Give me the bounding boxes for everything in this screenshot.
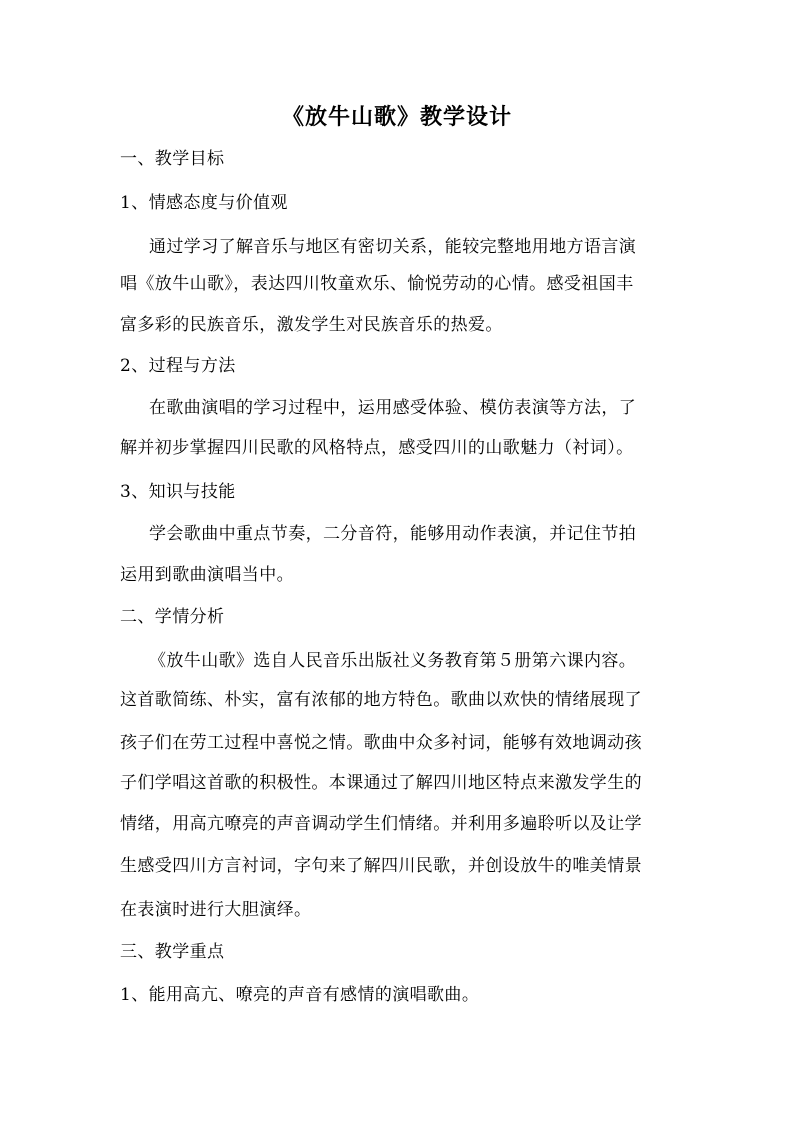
paragraph-line: 1、能用高亢、嘹亮的声音有感情的演唱歌曲。 <box>120 985 480 1005</box>
paragraph-line: 生感受四川方言衬词，字句来了解四川民歌，并创设放牛的唯美情景 <box>120 856 642 876</box>
paragraph-line: 这首歌简练、朴实，富有浓郁的地方特色。歌曲以欢快的情绪展现了 <box>120 690 642 710</box>
document-title: 《放牛山歌》教学设计 <box>281 104 512 130</box>
subheading-process-methods: 2、过程与方法 <box>120 356 236 376</box>
paragraph-line: 通过学习了解音乐与地区有密切关系，能较完整地用地方语言演 <box>149 237 637 257</box>
paragraph-line: 在歌曲演唱的学习过程中，运用感受体验、模仿表演等方法，了 <box>149 398 637 418</box>
paragraph-line: 在表演时进行大胆演绎。 <box>120 900 312 920</box>
paragraph-line: 孩子们在劳工过程中喜悦之情。歌曲中众多衬词，能够有效地调动孩 <box>120 733 642 753</box>
section-heading-teaching-goals: 一、教学目标 <box>120 149 225 169</box>
paragraph-line: 《放牛山歌》选自人民音乐出版社义务教育第５册第六课内容。 <box>149 651 637 671</box>
subheading-emotion-values: 1、情感态度与价值观 <box>120 193 288 213</box>
section-heading-learner-analysis: 二、学情分析 <box>120 607 225 627</box>
paragraph-line: 唱《放牛山歌》，表达四川牧童欢乐、愉悦劳动的心情。感受祖国丰 <box>120 274 634 294</box>
paragraph-line: 学会歌曲中重点节奏，二分音符，能够用动作表演，并记住节拍 <box>149 524 637 544</box>
section-heading-teaching-focus: 三、教学重点 <box>120 942 225 962</box>
paragraph-line: 子们学唱这首歌的积极性。本课通过了解四川地区特点来激发学生的 <box>120 773 642 793</box>
paragraph-line: 情绪，用高亢嘹亮的声音调动学生们情绪。并利用多遍聆听以及让学 <box>120 814 642 834</box>
paragraph-line: 富多彩的民族音乐，激发学生对民族音乐的热爱。 <box>120 315 503 335</box>
subheading-knowledge-skills: 3、知识与技能 <box>120 482 236 502</box>
paragraph-line: 解并初步掌握四川民歌的风格特点，感受四川的山歌魅力（衬词）。 <box>120 438 634 458</box>
paragraph-line: 运用到歌曲演唱当中。 <box>120 565 294 585</box>
